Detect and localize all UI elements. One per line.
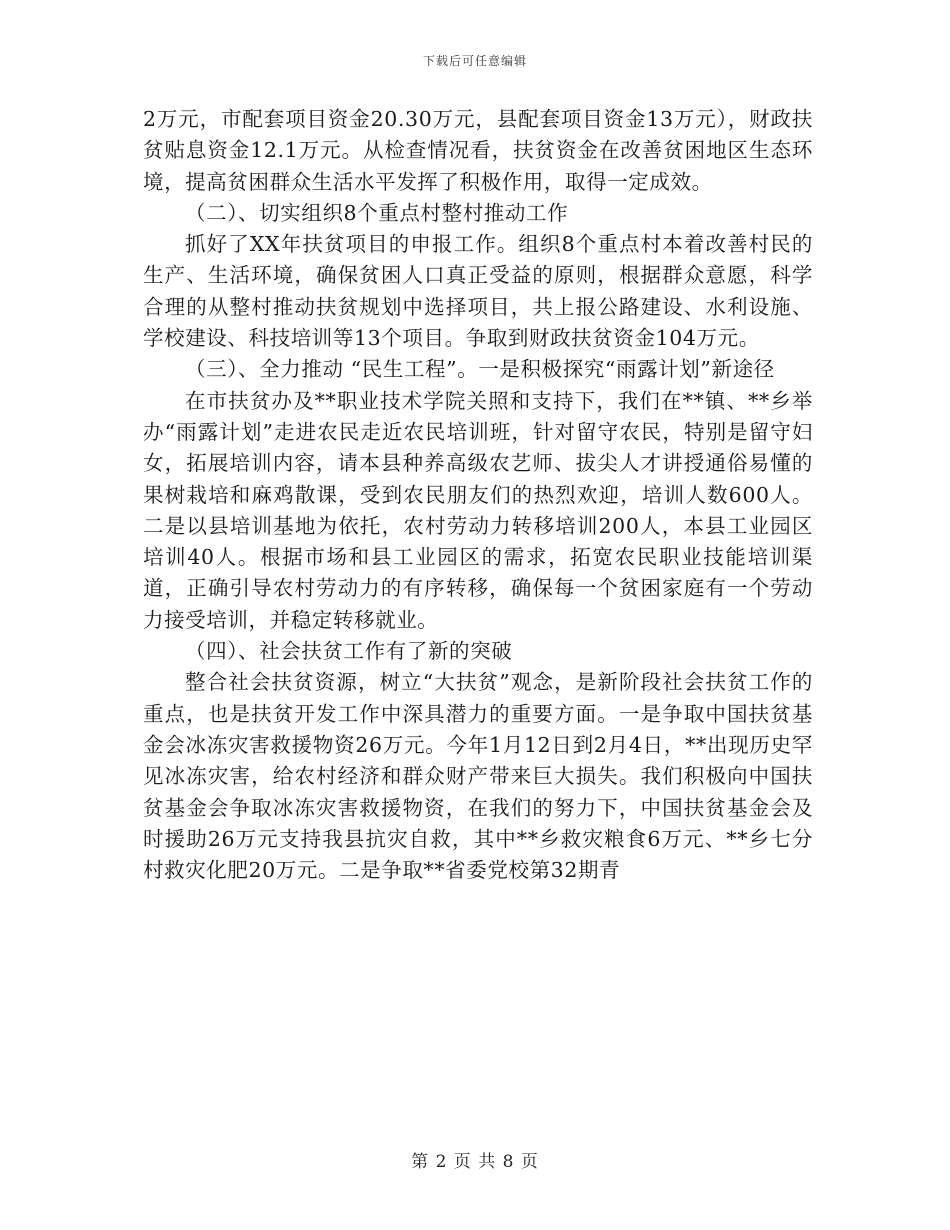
section-heading-3: （三）、全力推动 “民生工程”。一是积极探究“雨露计划”新途径 [185, 357, 775, 382]
paragraph-continuation: 2万元，市配套项目资金20.30万元，县配套项目资金13万元），财政扶贫贴息资金12.1万元。从检查情况看，扶贫资金在改善贫困地区生态环境，提高贫困群众生活水平发挥了积极作用，取得一定成效。 [143, 107, 813, 194]
page-header: 下载后可任意编辑 [422, 54, 527, 68]
section-heading-2: （二）、切实组织8个重点村整村推动工作 [185, 200, 569, 225]
paragraph-section-4: 整合社会扶贫资源，树立“大扶贫”观念，是新阶段社会扶贫工作的重点，也是扶贫开发工作中深具潜力的重要方面。一是争取中国扶贫基金会冰冻灾害救援物资26万元。今年1月12日到2月4日，**出现历史罕见冰冻灾害，给农村经济和群众财产带来巨大损失。我们积极向中国扶贫基金会争取冰冻灾害救援物资，在我们的努力下，中国扶贫基金会及时援助26万元支持我县抗灾自救，其中**乡救灾粮食6万元、**乡七分村救灾化肥20万元。二是争取**省委党校第32期青 [143, 670, 813, 883]
document-body [143, 104, 813, 886]
section-heading-4: （四）、社会扶贫工作有了新的突破 [185, 639, 513, 664]
page-footer: 第 2 页 共 8 页 [411, 1152, 539, 1172]
paragraph-section-3: 在市扶贫办及**职业技术学院关照和支持下，我们在**镇、**乡举办“雨露计划”走进农民走近农民培训班，针对留守农民，特别是留守妇女，拓展培训内容，请本县种养高级农艺师、拔尖人才讲授通俗易懂的果树栽培和麻鸡散课，受到农民朋友们的热烈欢迎，培训人数600人。二是以县培训基地为依托，农村劳动力转移培训200人，本县工业园区培训40人。根据市场和县工业园区的需求，拓宽农民职业技能培训渠道，正确引导农村劳动力的有序转移，确保每一个贫困家庭有一个劳动力接受培训，并稳定转移就业。 [143, 388, 813, 632]
paragraph-section-2: 抓好了XX年扶贫项目的申报工作。组织8个重点村本着改善村民的生产、生活环境，确保贫困人口真正受益的原则，根据群众意愿，科学合理的从整村推动扶贫规划中选择项目，共上报公路建设、水利设施、学校建设、科技培训等13个项目。争取到财政扶贫资金104万元。 [143, 232, 813, 351]
